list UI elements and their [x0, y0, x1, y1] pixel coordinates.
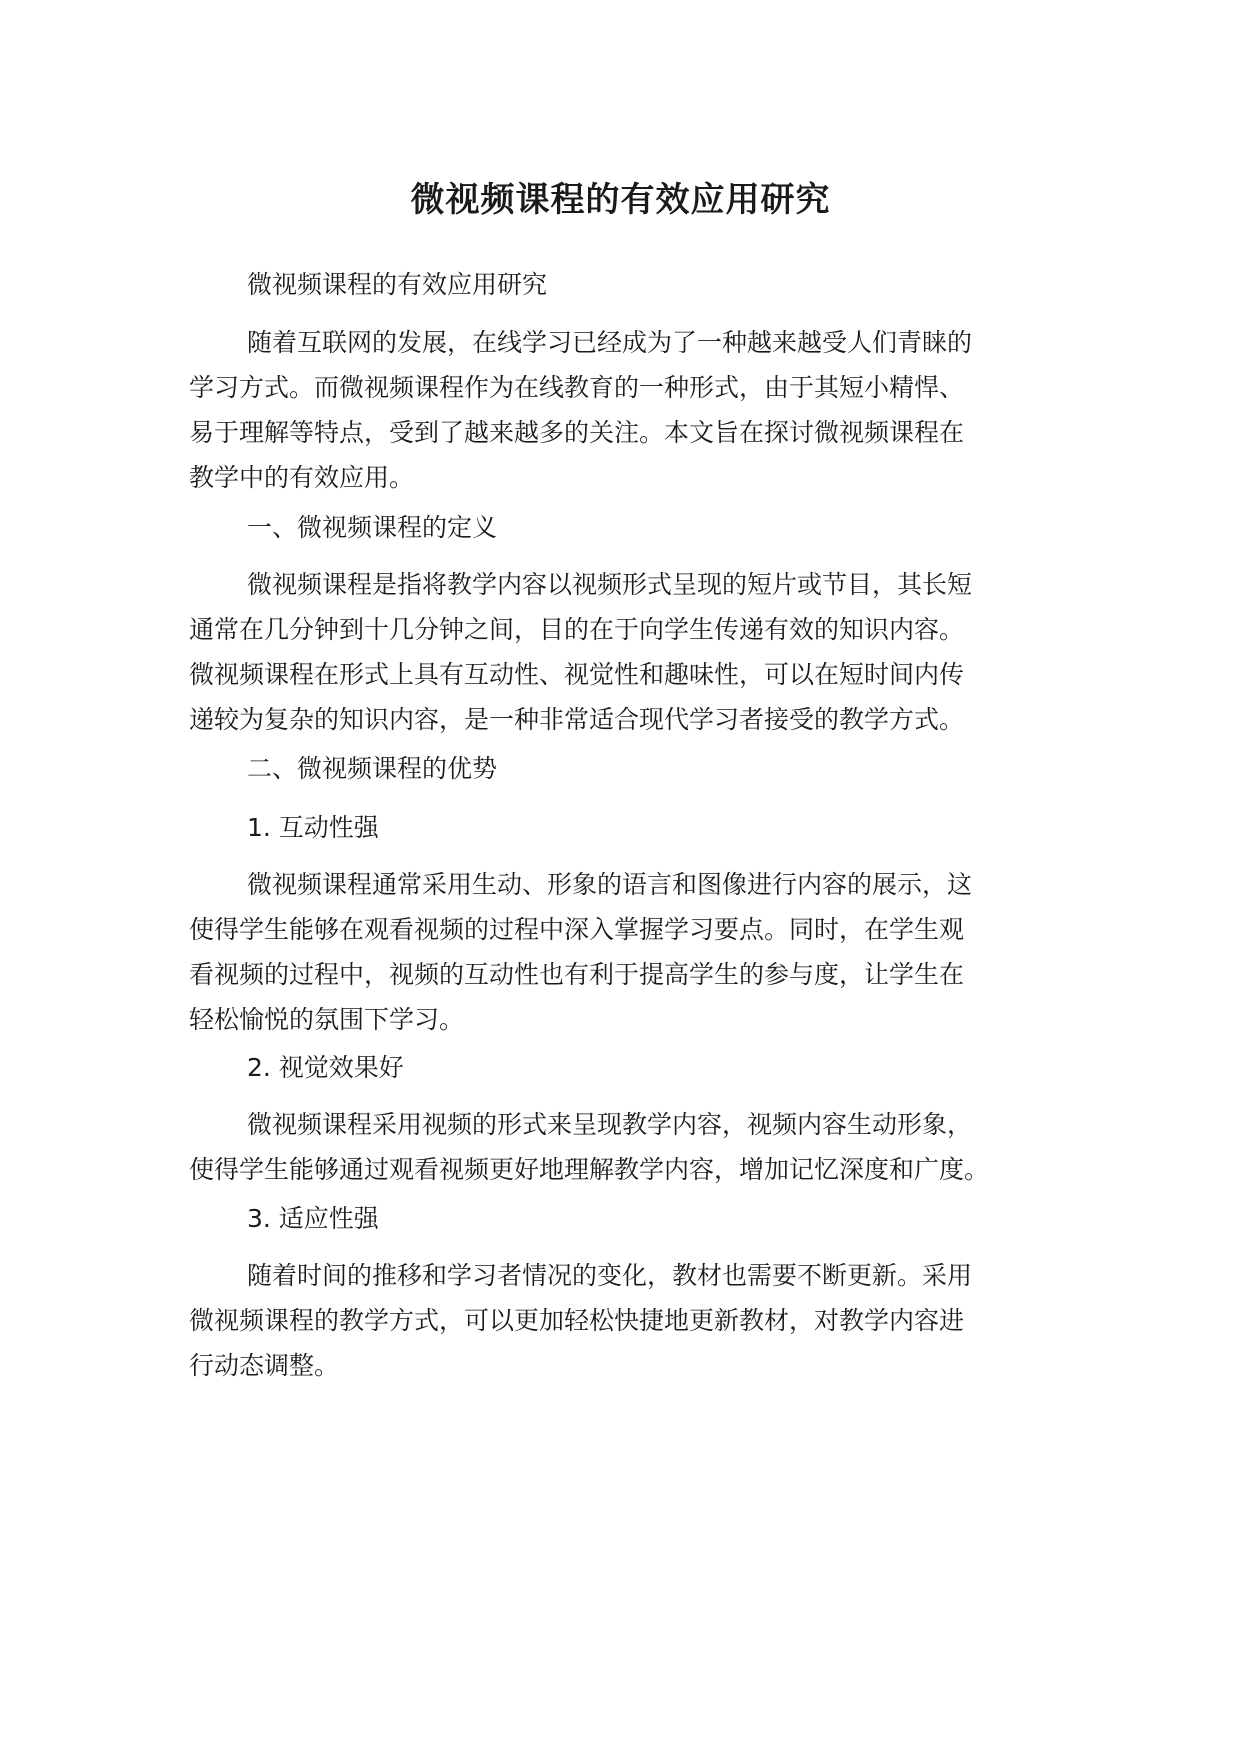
paragraph-visual-effect	[189, 1102, 1059, 1192]
text-line: 微视频课程在形式上具有互动性、视觉性和趣味性，可以在短时间内传	[189, 660, 965, 689]
text-line: 学习方式。而微视频课程作为在线教育的一种形式，由于其短小精悍、	[189, 373, 965, 402]
text-line: 二、微视频课程的优势	[247, 754, 498, 783]
text-line: 3. 适应性强	[247, 1204, 379, 1233]
text-line: 微视频课程通常采用生动、形象的语言和图像进行内容的展示，这	[247, 870, 973, 899]
text-line: 教学中的有效应用。	[189, 463, 415, 492]
text-line: 微视频课程的有效应用研究	[247, 270, 548, 299]
subheading-interactivity	[189, 805, 1059, 850]
text-line: 微视频课程的教学方式，可以更加轻松快捷地更新教材，对教学内容进	[189, 1306, 965, 1335]
text-line: 行动态调整。	[189, 1351, 340, 1380]
text-line: 微视频课程采用视频的形式来呈现教学内容，视频内容生动形象，	[247, 1110, 973, 1139]
text-line: 2. 视觉效果好	[247, 1053, 404, 1082]
section-heading-advantages	[189, 746, 1059, 791]
text-line: 1. 互动性强	[247, 813, 379, 842]
text-line: 轻松愉悦的氛围下学习。	[189, 1005, 465, 1034]
text-line: 使得学生能够在观看视频的过程中深入掌握学习要点。同时，在学生观	[189, 915, 965, 944]
text-line: 随着互联网的发展，在线学习已经成为了一种越来越受人们青睐的	[247, 328, 973, 357]
page-title: 微视频课程的有效应用研究	[410, 180, 831, 220]
text-line: 使得学生能够通过观看视频更好地理解教学内容，增加记忆深度和广度。	[189, 1155, 990, 1184]
subheading-adaptability	[189, 1196, 1059, 1241]
paragraph-adaptability	[189, 1253, 1059, 1388]
text-line: 随着时间的推移和学习者情况的变化，教材也需要不断更新。采用	[247, 1261, 973, 1290]
text-line: 看视频的过程中，视频的互动性也有利于提高学生的参与度，让学生在	[189, 960, 965, 989]
paragraph-intro	[189, 320, 1059, 500]
section-heading-definition	[189, 505, 1059, 550]
paragraph-subtitle	[189, 262, 1059, 307]
text-line: 微视频课程是指将教学内容以视频形式呈现的短片或节目，其长短	[247, 570, 973, 599]
text-line: 一、微视频课程的定义	[247, 513, 498, 542]
text-line: 通常在几分钟到十几分钟之间，目的在于向学生传递有效的知识内容。	[189, 615, 965, 644]
subheading-visual-effect	[189, 1045, 1059, 1090]
paragraph-interactivity	[189, 862, 1059, 1042]
text-line: 递较为复杂的知识内容，是一种非常适合现代学习者接受的教学方式。	[189, 705, 965, 734]
text-line: 易于理解等特点，受到了越来越多的关注。本文旨在探讨微视频课程在	[189, 418, 965, 447]
paragraph-definition	[189, 562, 1059, 742]
